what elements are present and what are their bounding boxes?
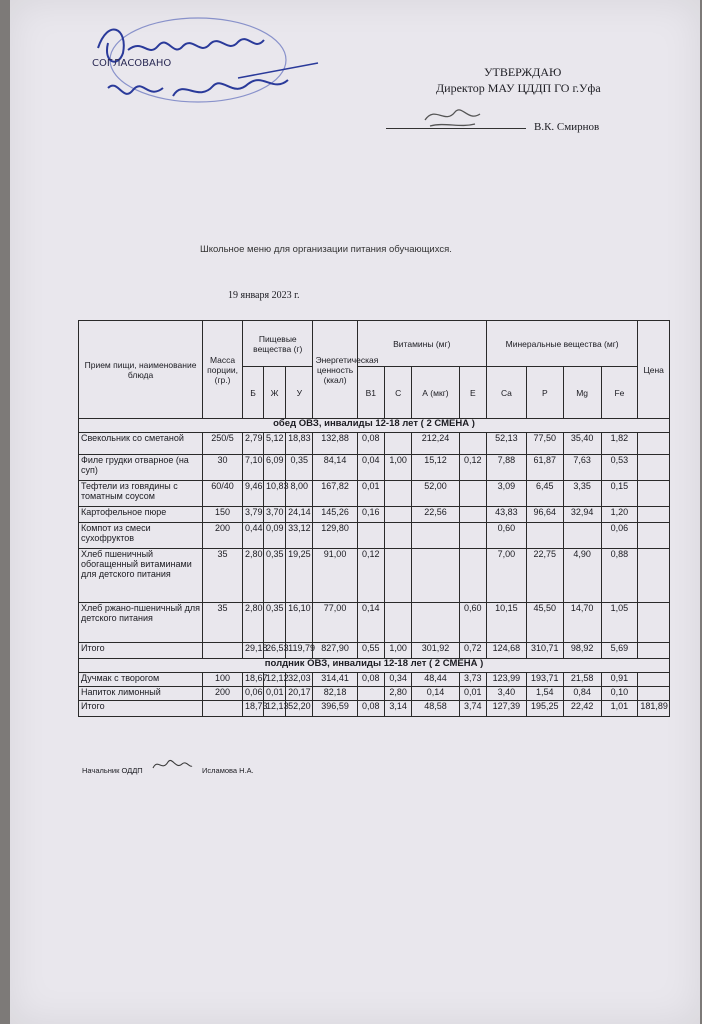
total-row <box>79 643 670 659</box>
cell-mass <box>203 701 243 717</box>
cell-c: 1,00 <box>384 455 411 481</box>
cell-e <box>459 481 486 507</box>
cell-name: Свекольник со сметаной <box>79 433 203 455</box>
menu-table <box>78 320 670 717</box>
cell-mg: 3,35 <box>563 481 601 507</box>
cell-c <box>384 523 411 549</box>
cell-b1: 0,16 <box>357 507 384 523</box>
cell-u: 33,12 <box>286 523 313 549</box>
cell-zh: 0,09 <box>264 523 286 549</box>
cell-u: 16,10 <box>286 603 313 643</box>
cell-energy: 827,90 <box>313 643 357 659</box>
cell-b1 <box>357 523 384 549</box>
cell-p <box>526 523 563 549</box>
cell-e: 3,73 <box>459 673 486 687</box>
cell-b: 2,80 <box>243 603 264 643</box>
cell-mass: 150 <box>203 507 243 523</box>
cell-ca: 123,99 <box>486 673 526 687</box>
cell-price <box>638 643 670 659</box>
footer-position: Начальник ОДДП <box>82 766 143 775</box>
cell-b: 0,06 <box>243 687 264 701</box>
cell-a: 15,12 <box>412 455 459 481</box>
cell-b1: 0,08 <box>357 433 384 455</box>
approve-position: Директор МАУ ЦДДП ГО г.Уфа <box>436 81 601 95</box>
document-sheet <box>10 0 700 1024</box>
cell-name: Хлеб ржано-пшеничный для детского питания <box>79 603 203 643</box>
cell-mass <box>203 643 243 659</box>
cell-e <box>459 507 486 523</box>
cell-c <box>384 481 411 507</box>
cell-c <box>384 549 411 603</box>
cell-ca: 7,88 <box>486 455 526 481</box>
cell-mg: 32,94 <box>563 507 601 523</box>
cell-price <box>638 433 670 455</box>
director-signature <box>420 100 490 132</box>
cell-e: 3,74 <box>459 701 486 717</box>
cell-u: 8,00 <box>286 481 313 507</box>
document-title: Школьное меню для организации питания обучающихся. <box>200 244 452 255</box>
cell-fe: 1,82 <box>601 433 638 455</box>
cell-b: 9,46 <box>243 481 264 507</box>
header-vitamins: Витамины (мг) <box>357 321 486 367</box>
cell-mg: 14,70 <box>563 603 601 643</box>
header-e: E <box>459 367 486 419</box>
cell-e: 0,60 <box>459 603 486 643</box>
cell-zh: 6,09 <box>264 455 286 481</box>
cell-zh: 26,53 <box>264 643 286 659</box>
footer-name: Исламова Н.А. <box>202 766 254 775</box>
cell-u: 119,79 <box>286 643 313 659</box>
table-row <box>79 549 670 603</box>
table-row <box>79 507 670 523</box>
header-p: P <box>526 367 563 419</box>
cell-e: 0,12 <box>459 455 486 481</box>
cell-u: 20,17 <box>286 687 313 701</box>
cell-mg: 0,84 <box>563 687 601 701</box>
cell-e <box>459 549 486 603</box>
table-row <box>79 481 670 507</box>
approve-label: УТВЕРЖДАЮ <box>484 65 562 79</box>
cell-b1: 0,01 <box>357 481 384 507</box>
cell-price <box>638 481 670 507</box>
cell-energy: 132,88 <box>313 433 357 455</box>
cell-fe: 0,53 <box>601 455 638 481</box>
cell-b: 7,10 <box>243 455 264 481</box>
cell-mg: 98,92 <box>563 643 601 659</box>
cell-ca: 3,40 <box>486 687 526 701</box>
cell-fe: 1,05 <box>601 603 638 643</box>
cell-name: Компот из смеси сухофруктов <box>79 523 203 549</box>
header-meal: Прием пищи, наименование блюда <box>79 321 203 419</box>
cell-mass: 250/5 <box>203 433 243 455</box>
cell-c <box>384 507 411 523</box>
cell-fe: 5,69 <box>601 643 638 659</box>
cell-b1: 0,08 <box>357 701 384 717</box>
cell-price <box>638 507 670 523</box>
table-row <box>79 455 670 481</box>
cell-zh: 10,83 <box>264 481 286 507</box>
header-ca: Ca <box>486 367 526 419</box>
header-u: У <box>286 367 313 419</box>
cell-b1: 0,04 <box>357 455 384 481</box>
cell-mg: 4,90 <box>563 549 601 603</box>
cell-b1: 0,12 <box>357 549 384 603</box>
cell-ca: 124,68 <box>486 643 526 659</box>
cell-b1: 0,55 <box>357 643 384 659</box>
cell-mass: 30 <box>203 455 243 481</box>
cell-fe: 1,01 <box>601 701 638 717</box>
cell-zh: 12,12 <box>264 673 286 687</box>
agreed-label: СОГЛАСОВАНО <box>92 58 172 69</box>
cell-name: Филе грудки отварное (на суп) <box>79 455 203 481</box>
cell-e <box>459 433 486 455</box>
cell-fe: 0,15 <box>601 481 638 507</box>
cell-mass: 100 <box>203 673 243 687</box>
cell-name: Дучмак с творогом <box>79 673 203 687</box>
cell-mass: 35 <box>203 603 243 643</box>
cell-zh: 5,12 <box>264 433 286 455</box>
cell-b1 <box>357 687 384 701</box>
cell-u: 32,03 <box>286 673 313 687</box>
cell-mass: 35 <box>203 549 243 603</box>
cell-u: 18,83 <box>286 433 313 455</box>
cell-ca: 43,83 <box>486 507 526 523</box>
header-mg: Mg <box>563 367 601 419</box>
cell-price <box>638 603 670 643</box>
cell-u: 0,35 <box>286 455 313 481</box>
cell-u: 19,25 <box>286 549 313 603</box>
cell-energy: 82,18 <box>313 687 357 701</box>
cell-price <box>638 549 670 603</box>
cell-name: Напиток лимонный <box>79 687 203 701</box>
cell-mg: 35,40 <box>563 433 601 455</box>
header-energy: Энергетическая ценность (ккал) <box>313 321 357 419</box>
cell-mass: 60/40 <box>203 481 243 507</box>
cell-energy: 129,80 <box>313 523 357 549</box>
cell-ca: 3,09 <box>486 481 526 507</box>
cell-name: Итого <box>79 643 203 659</box>
cell-price: 181,89 <box>638 701 670 717</box>
cell-name: Итого <box>79 701 203 717</box>
cell-e <box>459 523 486 549</box>
cell-c <box>384 433 411 455</box>
cell-c: 1,00 <box>384 643 411 659</box>
cell-p: 193,71 <box>526 673 563 687</box>
footer-signature <box>150 754 194 776</box>
cell-fe: 0,91 <box>601 673 638 687</box>
cell-b1: 0,08 <box>357 673 384 687</box>
cell-mg: 21,58 <box>563 673 601 687</box>
cell-price <box>638 455 670 481</box>
cell-price <box>638 673 670 687</box>
cell-ca: 0,60 <box>486 523 526 549</box>
total-row <box>79 701 670 717</box>
cell-energy: 84,14 <box>313 455 357 481</box>
cell-ca: 7,00 <box>486 549 526 603</box>
cell-ca: 127,39 <box>486 701 526 717</box>
cell-c: 3,14 <box>384 701 411 717</box>
cell-b: 29,18 <box>243 643 264 659</box>
cell-e: 0,72 <box>459 643 486 659</box>
cell-fe: 1,20 <box>601 507 638 523</box>
section-header: обед ОВЗ, инвалиды 12-18 лет ( 2 СМЕНА ) <box>79 419 670 433</box>
cell-price <box>638 523 670 549</box>
cell-ca: 52,13 <box>486 433 526 455</box>
cell-price <box>638 687 670 701</box>
cell-zh: 0,35 <box>264 549 286 603</box>
cell-p: 45,50 <box>526 603 563 643</box>
cell-zh: 12,13 <box>264 701 286 717</box>
header-c: C <box>384 367 411 419</box>
cell-b: 3,79 <box>243 507 264 523</box>
cell-a: 0,14 <box>412 687 459 701</box>
cell-a <box>412 603 459 643</box>
header-minerals: Минеральные вещества (мг) <box>486 321 637 367</box>
cell-energy: 396,59 <box>313 701 357 717</box>
cell-a: 48,58 <box>412 701 459 717</box>
cell-p: 195,25 <box>526 701 563 717</box>
cell-mg: 7,63 <box>563 455 601 481</box>
cell-p: 22,75 <box>526 549 563 603</box>
cell-mg: 22,42 <box>563 701 601 717</box>
cell-a <box>412 549 459 603</box>
cell-c: 0,34 <box>384 673 411 687</box>
header-nutrients: Пищевые вещества (г) <box>243 321 313 367</box>
cell-u: 24,14 <box>286 507 313 523</box>
table-row <box>79 673 670 687</box>
cell-p: 6,45 <box>526 481 563 507</box>
cell-zh: 0,35 <box>264 603 286 643</box>
cell-a: 52,00 <box>412 481 459 507</box>
approve-name: В.К. Смирнов <box>534 121 600 133</box>
cell-p: 96,64 <box>526 507 563 523</box>
table-row <box>79 433 670 455</box>
cell-zh: 3,70 <box>264 507 286 523</box>
header-price: Цена <box>638 321 670 419</box>
document-date: 19 января 2023 г. <box>228 290 300 301</box>
cell-energy: 167,82 <box>313 481 357 507</box>
header-fe: Fe <box>601 367 638 419</box>
cell-energy: 314,41 <box>313 673 357 687</box>
cell-a: 48,44 <box>412 673 459 687</box>
cell-b: 2,80 <box>243 549 264 603</box>
cell-a: 22,56 <box>412 507 459 523</box>
cell-b1: 0,14 <box>357 603 384 643</box>
cell-fe: 0,06 <box>601 523 638 549</box>
cell-b: 18,73 <box>243 701 264 717</box>
cell-mass: 200 <box>203 523 243 549</box>
table-row <box>79 687 670 701</box>
cell-name: Хлеб пшеничный обогащенный витаминами для детского питания <box>79 549 203 603</box>
cell-c <box>384 603 411 643</box>
cell-p: 1,54 <box>526 687 563 701</box>
table-row <box>79 603 670 643</box>
cell-p: 61,87 <box>526 455 563 481</box>
cell-energy: 91,00 <box>313 549 357 603</box>
cell-c: 2,80 <box>384 687 411 701</box>
cell-mass: 200 <box>203 687 243 701</box>
cell-a <box>412 523 459 549</box>
cell-energy: 77,00 <box>313 603 357 643</box>
cell-e: 0,01 <box>459 687 486 701</box>
header-a: А (мкг) <box>412 367 459 419</box>
cell-b: 0,44 <box>243 523 264 549</box>
cell-zh: 0,01 <box>264 687 286 701</box>
section-header: полдник ОВЗ, инвалиды 12-18 лет ( 2 СМЕНА ) <box>79 659 670 673</box>
cell-ca: 10,15 <box>486 603 526 643</box>
cell-a: 212,24 <box>412 433 459 455</box>
cell-p: 77,50 <box>526 433 563 455</box>
cell-a: 301,92 <box>412 643 459 659</box>
header-mass: Масса порции, (гр.) <box>203 321 243 419</box>
cell-fe: 0,88 <box>601 549 638 603</box>
table-row <box>79 523 670 549</box>
cell-name: Тефтели из говядины с томатным соусом <box>79 481 203 507</box>
header-b1: B1 <box>357 367 384 419</box>
cell-energy: 145,26 <box>313 507 357 523</box>
cell-u: 52,20 <box>286 701 313 717</box>
cell-b: 18,67 <box>243 673 264 687</box>
cell-fe: 0,10 <box>601 687 638 701</box>
header-b: Б <box>243 367 264 419</box>
cell-p: 310,71 <box>526 643 563 659</box>
header-zh: Ж <box>264 367 286 419</box>
cell-name: Картофельное пюре <box>79 507 203 523</box>
cell-mg <box>563 523 601 549</box>
cell-b: 2,79 <box>243 433 264 455</box>
